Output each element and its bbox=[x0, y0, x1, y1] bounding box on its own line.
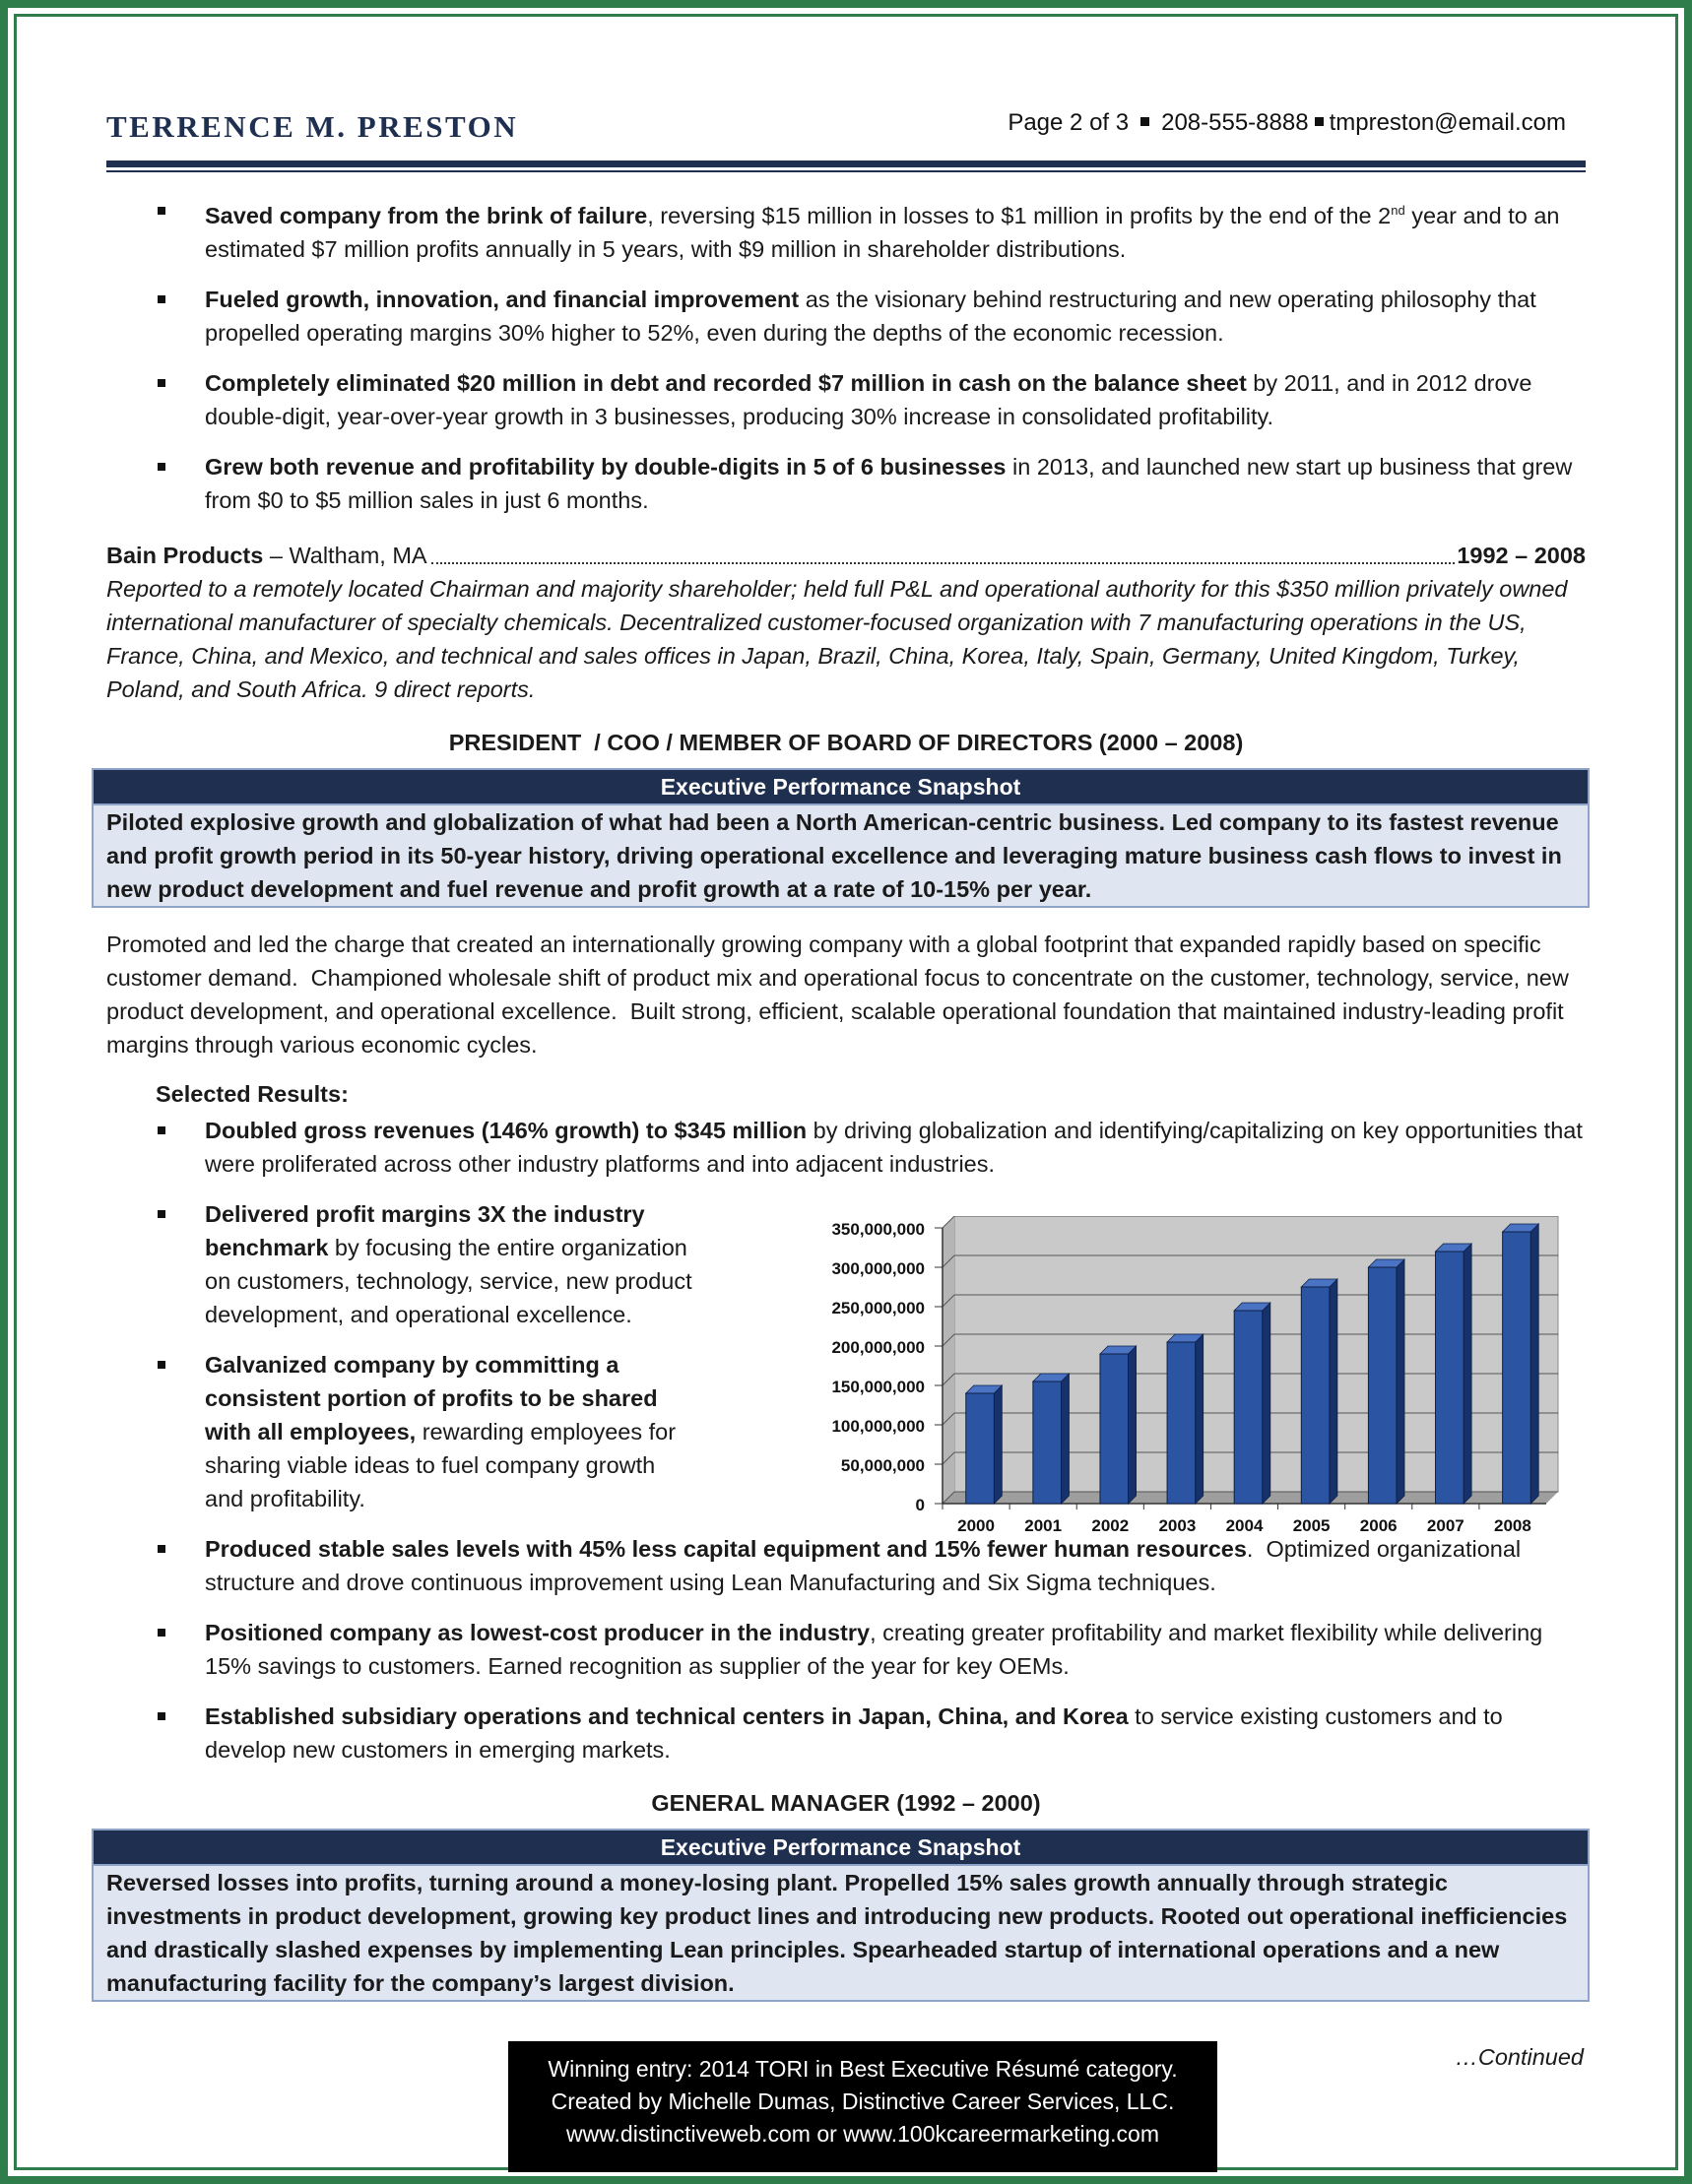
list-item bbox=[106, 366, 1586, 433]
resume-page bbox=[106, 103, 1586, 2002]
bullet-bold: Established subsidiary operations and technical centers in Japan, China, and Korea bbox=[205, 1702, 1129, 1729]
bullet-text: by focusing the entire organization on customers, technology, service, new product development, and operational excellence. bbox=[205, 1234, 692, 1327]
selected-results-label: Selected Results: bbox=[156, 1080, 349, 1107]
bullet-text: , creating greater profitability and market flexibility while delivering 15% savings to customers. Earned recognition as supplier of the year for key OEMs. bbox=[205, 1619, 1543, 1679]
y-tick-label: 300,000,000 bbox=[831, 1259, 925, 1278]
bullet-bold: Delivered profit margins 3X the industry benchmark bbox=[205, 1200, 645, 1260]
bullet-text: by 2011, and in 2012 drove double-digit, year-over-year growth in 3 businesses, producing 30% increase in consolidated profitability. bbox=[205, 369, 1532, 429]
list-item bbox=[106, 1700, 1586, 1766]
bullet-bold: Positioned company as lowest-cost producer in the industry bbox=[205, 1619, 871, 1645]
snapshot-text: Piloted explosive growth and globalization of what had been a North American-centric business. Led company to its fastest revenue and profit growth period in its 50-year history, driving operational excellence and leveraging mature business cash flows to invest in new product development and fuel revenue and profit growth at a rate of 10-15% per year. bbox=[94, 805, 1588, 906]
bar bbox=[1033, 1381, 1062, 1504]
bar-side bbox=[1061, 1374, 1069, 1504]
bar bbox=[1301, 1287, 1330, 1504]
y-tick-label: 0 bbox=[915, 1496, 925, 1514]
bullet-text: to service existing customers and to develop new customers in emerging markets. bbox=[205, 1702, 1503, 1763]
x-tick-label: 2005 bbox=[1292, 1516, 1331, 1535]
bar-side bbox=[1397, 1259, 1404, 1504]
footer-line: Created by Michelle Dumas, Distinctive Career Services, LLC. bbox=[551, 2088, 1175, 2114]
x-tick-label: 2000 bbox=[957, 1516, 995, 1535]
snapshot-box bbox=[92, 768, 1590, 908]
x-tick-label: 2004 bbox=[1225, 1516, 1264, 1535]
bar bbox=[966, 1393, 995, 1504]
bullet-text: year and to an estimated $7 million profits annually in 5 years, with $9 million in shareholder distributions. bbox=[205, 202, 1560, 262]
company-dates: 1992 – 2008 bbox=[1457, 542, 1586, 568]
snapshot-text: Reversed losses into profits, turning around a money-losing plant. Propelled 15% sales growth annually through strategic investments in product development, growing key product lines and introducing new products. Rooted out operational inefficiencies and drastically slashed expenses by implementing Lean principles. Spearheaded startup of international operations and a new manufacturing facility for the company’s largest division. bbox=[94, 1866, 1588, 2000]
footer-credit bbox=[508, 2041, 1217, 2172]
x-tick-label: 2008 bbox=[1494, 1516, 1531, 1535]
footer-line: Winning entry: 2014 TORI in Best Executive Résumé category. bbox=[548, 2056, 1178, 2082]
company-location: – Waltham, MA bbox=[263, 542, 427, 568]
y-tick-label: 350,000,000 bbox=[831, 1220, 925, 1239]
continued-note: …Continued bbox=[1455, 2044, 1584, 2070]
square-bullet-icon bbox=[1140, 117, 1149, 126]
bullet-text: as the visionary behind restructuring and new operating philosophy that propelled operating margins 30% higher to 52%, even during the depths of the economic recession. bbox=[205, 286, 1536, 346]
bullet-text: by driving globalization and identifying/capitalizing on key opportunities that were proliferated across other industry platforms and into adjacent industries. bbox=[205, 1117, 1583, 1177]
bar-side bbox=[994, 1385, 1002, 1504]
list-item bbox=[106, 1197, 693, 1331]
bullet-bold: Galvanized company by committing a consistent portion of profits to be shared with all employees, bbox=[205, 1351, 658, 1445]
company-line bbox=[106, 539, 1586, 572]
bullet-bold: Grew both revenue and profitability by double-digits in 5 of 6 businesses bbox=[205, 453, 1007, 480]
header-rule-thick bbox=[106, 161, 1586, 167]
bullet-bold: Completely eliminated $20 million in debt and recorded $7 million in cash on the balance sheet bbox=[205, 369, 1247, 396]
list-item bbox=[106, 450, 1586, 517]
phone: 208-555-8888 bbox=[1161, 109, 1309, 136]
snapshot-title: Executive Performance Snapshot bbox=[94, 770, 1588, 805]
company-name: Bain Products bbox=[106, 542, 264, 568]
y-tick-label: 50,000,000 bbox=[840, 1456, 925, 1475]
list-item bbox=[106, 194, 1586, 266]
bar-side bbox=[1263, 1303, 1270, 1504]
list-item bbox=[106, 283, 1586, 350]
list-item bbox=[106, 1348, 693, 1515]
revenue-chart-svg bbox=[691, 1216, 1578, 1556]
bar bbox=[1100, 1354, 1129, 1504]
bullet-bold: Produced stable sales levels with 45% less capital equipment and 15% fewer human resources bbox=[205, 1535, 1247, 1562]
company-description: Reported to a remotely located Chairman and majority shareholder; held full P&L and operational authority for this $350 million privately owned international manufacturer of specialty chemicals. Decentralized customer-focused organization with 7 manufacturing operations in the US, France, China, and Mexico, and technical and sales offices in Japan, Brazil, China, Korea, Italy, Spain, Germany, United Kingdom, Turkey, Poland, and South Africa. 9 direct reports. bbox=[106, 575, 1568, 702]
bullet-text: in 2013, and launched new start up business that grew from $0 to $5 million sales in just 6 months. bbox=[205, 453, 1573, 513]
header bbox=[106, 103, 1586, 158]
bullet-sup: nd bbox=[1391, 203, 1405, 218]
bar bbox=[1167, 1342, 1196, 1504]
bar-side bbox=[1196, 1334, 1204, 1504]
bullet-bold: Saved company from the brink of failure bbox=[205, 202, 648, 228]
bar bbox=[1503, 1232, 1531, 1504]
bar bbox=[1436, 1252, 1464, 1504]
snapshot-box bbox=[92, 1829, 1590, 2002]
square-bullet-icon bbox=[1315, 117, 1324, 126]
role-summary: Promoted and led the charge that created an internationally growing company with a global footprint that expanded rapidly based on specific customer demand. Championed wholesale shift of product mix and operational focus to concentrate on the customer, technology, service, new product development, and operational excellence. Built strong, efficient, scalable operational foundation that maintained industry-leading profit margins through various economic cycles. bbox=[106, 931, 1576, 1058]
bar bbox=[1234, 1311, 1263, 1504]
x-tick-label: 2001 bbox=[1024, 1516, 1063, 1535]
y-tick-label: 200,000,000 bbox=[831, 1338, 925, 1357]
revenue-chart bbox=[691, 1216, 1578, 1556]
x-tick-label: 2003 bbox=[1158, 1516, 1197, 1535]
chart-side-wall bbox=[943, 1216, 954, 1504]
bullet-text: . Optimized organizational structure and drove continuous improvement using Lean Manufacturing and Six Sigma techniques. bbox=[205, 1535, 1528, 1595]
candidate-name: TERRENCE M. PRESTON bbox=[106, 109, 519, 144]
x-tick-label: 2002 bbox=[1091, 1516, 1130, 1535]
top-achievements bbox=[106, 194, 1586, 517]
y-tick-label: 100,000,000 bbox=[831, 1417, 925, 1436]
header-rule-thin bbox=[106, 170, 1586, 172]
bar-side bbox=[1464, 1244, 1471, 1504]
page-number: Page 2 of 3 bbox=[1008, 109, 1130, 136]
bar bbox=[1368, 1267, 1397, 1504]
bullet-bold: Fueled growth, innovation, and financial improvement bbox=[205, 286, 800, 312]
role-title: GENERAL MANAGER (1992 – 2000) bbox=[651, 1789, 1041, 1816]
bar-side bbox=[1530, 1224, 1538, 1504]
bullet-text: rewarding employees for sharing viable ideas to fuel company growth and profitability. bbox=[205, 1418, 677, 1511]
footer-line[interactable]: www.distinctiveweb.com or www.100kcareermarketing.com bbox=[565, 2121, 1160, 2147]
bullet-bold: Doubled gross revenues (146% growth) to $345 million bbox=[205, 1117, 808, 1143]
bar-side bbox=[1330, 1279, 1337, 1504]
role-title: PRESIDENT / COO / MEMBER OF BOARD OF DIRECTORS (2000 – 2008) bbox=[448, 729, 1244, 755]
bar-side bbox=[1129, 1346, 1137, 1504]
bullet-text: , reversing $15 million in losses to $1 million in profits by the end of the 2 bbox=[647, 202, 1392, 228]
dot-leader bbox=[431, 562, 1456, 564]
snapshot-title: Executive Performance Snapshot bbox=[94, 1831, 1588, 1866]
x-tick-label: 2006 bbox=[1359, 1516, 1398, 1535]
list-item bbox=[106, 1114, 1586, 1181]
list-item bbox=[106, 1616, 1586, 1683]
y-tick-label: 250,000,000 bbox=[831, 1299, 925, 1317]
contact-info bbox=[1008, 109, 1566, 137]
y-tick-label: 150,000,000 bbox=[831, 1378, 925, 1396]
x-tick-label: 2007 bbox=[1426, 1516, 1464, 1535]
email[interactable]: tmpreston@email.com bbox=[1329, 109, 1566, 136]
